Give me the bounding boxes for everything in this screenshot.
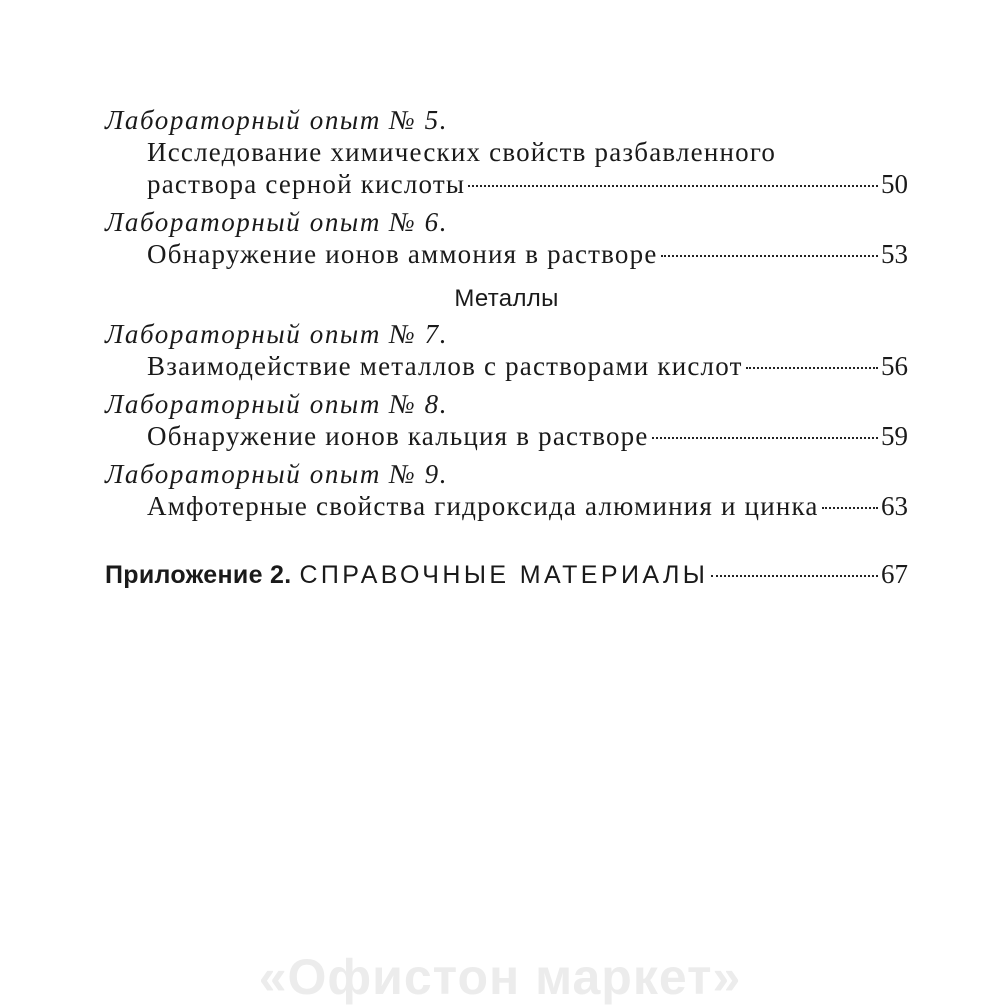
entry-text-line: Обнаружение ионов аммония в растворе	[147, 239, 658, 269]
toc-entry-appendix-2	[105, 558, 908, 591]
entry-leader-row	[105, 420, 908, 452]
entry-leader-row	[105, 490, 908, 522]
dot-leader	[468, 185, 878, 187]
page-number: 50	[881, 169, 908, 199]
entry-heading: Лабораторный опыт № 7.	[105, 319, 449, 349]
page-number: 53	[881, 239, 908, 269]
toc-entry-lab-8	[105, 388, 908, 452]
entry-leader-row	[105, 238, 908, 270]
watermark: «Офистон маркет»	[258, 949, 742, 1005]
entry-leader-row	[105, 350, 908, 382]
dot-leader	[661, 255, 878, 257]
entry-heading: Лабораторный опыт № 9.	[105, 459, 449, 489]
entry-text-line: Исследование химических свойств разбавленного	[147, 137, 777, 167]
dot-leader	[652, 437, 878, 439]
entry-leader-row	[105, 168, 908, 200]
entry-heading: Лабораторный опыт № 5.	[105, 105, 449, 135]
entry-text-line: Обнаружение ионов кальция в растворе	[147, 421, 649, 451]
section-heading: Металлы	[454, 285, 559, 312]
page-number: 56	[881, 351, 908, 381]
page-number: 63	[881, 491, 908, 521]
dot-leader	[711, 575, 878, 577]
entry-text-line: раствора серной кислоты	[147, 169, 466, 199]
entry-heading: Лабораторный опыт № 6.	[105, 207, 449, 237]
entry-text-line: Амфотерные свойства гидроксида алюминия и цинка	[147, 491, 819, 521]
entry-heading: Лабораторный опыт № 8.	[105, 389, 449, 419]
appendix-label: Приложение 2.	[105, 561, 292, 589]
toc-entry-lab-5	[105, 104, 908, 200]
entry-text-line: Взаимодействие металлов с растворами кислот	[147, 351, 743, 381]
page-number: 59	[881, 421, 908, 451]
appendix-title	[105, 559, 708, 591]
dot-leader	[746, 367, 878, 369]
dot-leader	[822, 507, 878, 509]
appendix-caption: СПРАВОЧНЫЕ МАТЕРИАЛЫ	[299, 561, 709, 589]
toc-entry-lab-6	[105, 206, 908, 270]
page-number: 67	[881, 559, 908, 589]
toc-entry-lab-9	[105, 458, 908, 522]
table-of-contents	[105, 104, 908, 591]
toc-entry-lab-7	[105, 318, 908, 382]
